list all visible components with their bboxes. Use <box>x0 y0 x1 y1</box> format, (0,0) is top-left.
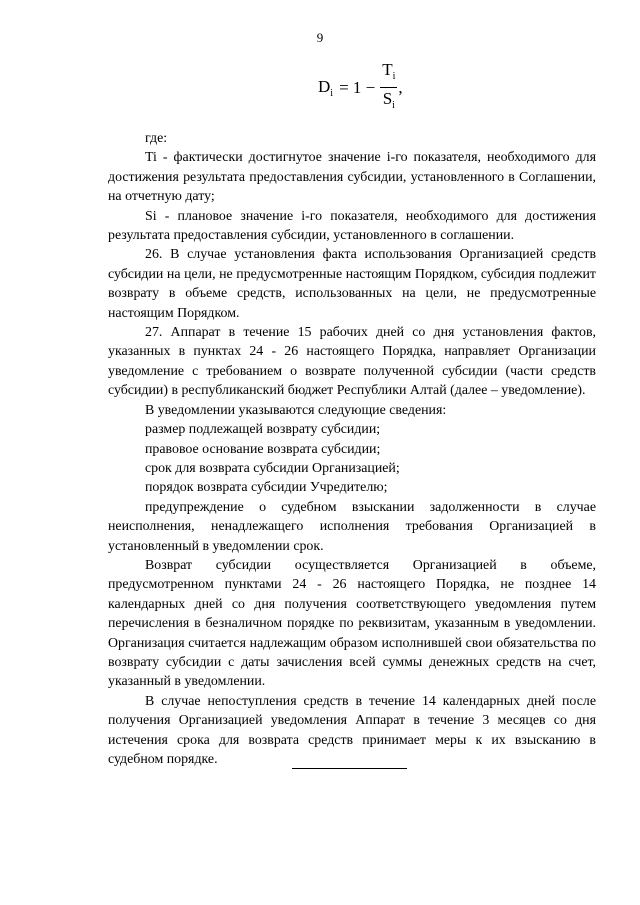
document-body <box>108 129 596 769</box>
paragraph-item-27: 27. Аппарат в течение 15 рабочих дней со дня установления фактов, указанных в пунктах 24 - 26 настоящего Порядка, направляет Организации уведомление с требованием о возврате полученной субсидии (части средств субсидии) в республиканский бюджет Республики Алтай (далее – уведомление). <box>108 325 596 399</box>
list-item-amount: размер подлежащей возврату субсидии; <box>145 422 381 438</box>
formula-equals: = 1 − <box>339 77 376 97</box>
paragraph-notice-intro: В уведомлении указываются следующие сведения: <box>145 402 447 418</box>
formula-denominator: $S_i$ <box>382 89 395 111</box>
list-item-deadline: срок для возврата субсидии Организацией; <box>145 460 400 476</box>
formula-fraction <box>380 60 397 115</box>
formula-numerator: $T_i$ <box>380 60 397 88</box>
paragraph-refund: Возврат субсидии осуществляется Организацией в объеме, предусмотренном пунктами 24 - 26 настоящего Порядка, не позднее 14 календарных дней со дня получения соответствующего уведомления путем перечисления в безналичном порядке по реквизитам, указанным в уведомлении. Организация считается надлежащим образом исполнившей свои обязательства по возврату субсидии с даты зачисления всей суммы денежных средств на счет, указанный в уведомлении. <box>108 557 596 690</box>
paragraph-ti-definition: Ti - фактически достигнутое значение i-го показателя, необходимого для достижения результата предоставления субсидии, установленного в Соглашении, на отчетную дату; <box>108 150 596 205</box>
end-separator-line <box>292 768 407 769</box>
paragraph-non-receipt: В случае непоступления средств в течение 14 календарных дней после получения Организацией уведомления Аппарат в течение 3 месяцев со дня истечения срока для возврата средств принимает меры к их взысканию в судебном порядке. <box>108 693 596 767</box>
paragraph-item-26: 26. В случае установления факта использования Организацией средств субсидии на цели, не предусмотренные настоящим Порядком, субсидия подлежит возврату в объеме средств, использованных на цели, не предусмотренные настоящим Порядком. <box>108 247 596 321</box>
formula-lhs: $D_i$ <box>318 76 334 99</box>
list-item-legal-basis: правовое основание возврата субсидии; <box>145 441 381 457</box>
page-number: 9 <box>316 30 324 45</box>
list-item-warning: предупреждение о судебном взыскании задолженности в случае неисполнения, ненадлежащего исполнения требования Организацией в установленный в уведомлении срок. <box>108 499 596 554</box>
paragraph-where: где: <box>145 131 168 146</box>
formula-tail: , <box>398 77 403 97</box>
paragraph-si-definition: Si - плановое значение i-го показателя, необходимого для достижения результата предоставления субсидии, установленного в соглашении. <box>108 208 596 244</box>
formula <box>318 60 403 115</box>
list-item-procedure: порядок возврата субсидии Учредителю; <box>145 480 388 496</box>
